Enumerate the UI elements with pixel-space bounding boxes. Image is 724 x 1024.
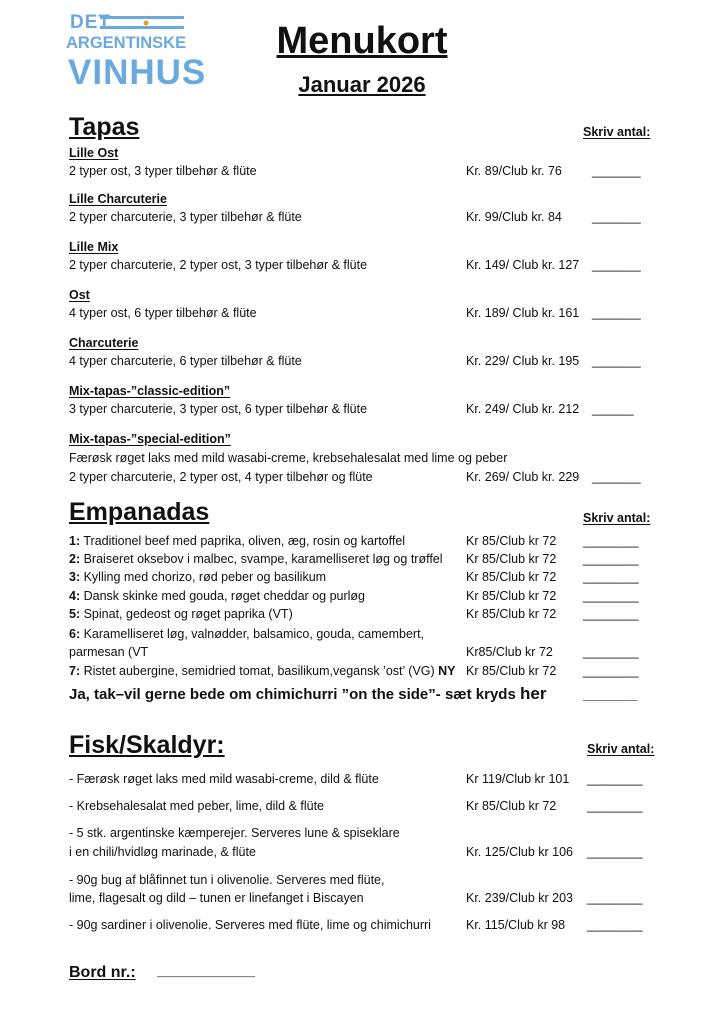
quantity-field[interactable]: ________	[587, 918, 643, 932]
table-number-field[interactable]: ___________	[157, 962, 255, 979]
quantity-field[interactable]: _______	[592, 470, 641, 484]
item-price: Kr 85/Club kr 72	[466, 799, 557, 813]
quantity-field[interactable]: _______	[592, 258, 641, 272]
item-price: Kr85/Club kr 72	[466, 645, 553, 659]
item-price: Kr 85/Club kr 72	[466, 552, 557, 566]
item-description: Karamelliseret løg, valnødder, balsamico, gouda, camembert,	[80, 627, 425, 641]
fisk-count-label: Skriv antal:	[587, 742, 655, 756]
empanada-item	[69, 534, 405, 548]
quantity-field[interactable]: _______	[592, 354, 641, 368]
quantity-field[interactable]: ________	[583, 570, 639, 584]
item-description: 2 typer charcuterie, 2 typer ost, 4 typer tilbehør og flüte	[69, 470, 373, 484]
item-description: 2 typer charcuterie, 2 typer ost, 3 typer tilbehør & flüte	[69, 258, 368, 272]
empanada-item	[69, 589, 365, 603]
item-description: 2 typer ost, 3 typer tilbehør & flüte	[69, 164, 257, 178]
quantity-field[interactable]: ________	[583, 589, 639, 603]
quantity-field[interactable]: ________	[587, 772, 643, 786]
item-price: Kr 85/Club kr 72	[466, 664, 557, 678]
item-description: Spinat, gedeost og røget paprika (VT)	[80, 607, 293, 621]
new-badge: NY	[438, 664, 456, 678]
item-price: Kr 85/Club kr 72	[466, 570, 557, 584]
item-number: 7:	[69, 664, 81, 678]
quantity-field[interactable]: ________	[587, 891, 643, 905]
item-name: Mix-tapas-”special-edition”	[69, 432, 231, 446]
quantity-field[interactable]: ________	[583, 607, 639, 621]
quantity-field[interactable]: _______	[592, 164, 641, 178]
section-heading-tapas: Tapas	[69, 113, 140, 141]
item-name: Lille Mix	[69, 240, 119, 254]
item-description: lime, flagesalt og dild – tunen er linefanget i Biscayen	[69, 891, 364, 905]
section-heading-fisk: Fisk/Skaldyr:	[69, 731, 225, 759]
quantity-field[interactable]: ________	[583, 552, 639, 566]
item-description: Færøsk røget laks med mild wasabi-creme, krebsehalesalat med lime og peber	[69, 451, 508, 465]
item-price: Kr. 239/Club kr 203	[466, 891, 574, 905]
item-description: Braiseret oksebov i malbec, svampe, karamelliseret løg og trøffel	[80, 552, 443, 566]
section-heading-empanadas: Empanadas	[69, 498, 210, 526]
quantity-field[interactable]: ________	[583, 664, 639, 678]
item-description: - 90g sardiner i olivenolie. Serveres med flüte, lime og chimichurri	[69, 918, 431, 932]
item-number: 2:	[69, 552, 81, 566]
item-price: Kr. 115/Club kr 98	[466, 918, 566, 932]
item-description: - Færøsk røget laks med mild wasabi-creme, dild & flüte	[69, 772, 379, 786]
empanada-item	[69, 607, 293, 621]
item-price: Kr 119/Club kr 101	[466, 772, 570, 786]
empanadas-count-label: Skriv antal:	[583, 511, 651, 525]
empanada-item	[69, 552, 443, 566]
item-name: Lille Ost	[69, 146, 119, 160]
quantity-field[interactable]: ________	[583, 534, 639, 548]
page-subtitle: Januar 2026	[298, 72, 426, 97]
item-description: 3 typer charcuterie, 3 typer ost, 6 typer tilbehør & flüte	[69, 402, 368, 416]
empanada-item	[69, 664, 456, 678]
quantity-field[interactable]: _______	[592, 210, 641, 224]
item-price: Kr. 125/Club kr 106	[466, 845, 574, 859]
item-name: Lille Charcuterie	[69, 192, 167, 206]
logo-line-3: VINHUS	[68, 53, 207, 92]
quantity-field[interactable]: _______	[592, 306, 641, 320]
item-description: Dansk skinke med gouda, røget cheddar og purløg	[80, 589, 366, 603]
item-price: Kr. 229/ Club kr. 195	[466, 354, 580, 368]
empanada-item	[69, 627, 424, 641]
chimichurri-text: Ja, tak–vil gerne bede om chimichurri ”on the side”- sæt kryds	[69, 686, 520, 703]
quantity-field[interactable]: ________	[587, 799, 643, 813]
item-price: Kr 85/Club kr 72	[466, 534, 557, 548]
item-number: 6:	[69, 627, 81, 641]
item-price: Kr. 149/ Club kr. 127	[466, 258, 580, 272]
item-description: 2 typer charcuterie, 3 typer tilbehør & flüte	[69, 210, 302, 224]
item-description: Kylling med chorizo, rød peber og basilikum	[80, 570, 327, 584]
item-description-continued: parmesan (VT	[69, 645, 149, 659]
item-description: 4 typer charcuterie, 6 typer tilbehør & flüte	[69, 354, 302, 368]
item-number: 1:	[69, 534, 81, 548]
item-number: 3:	[69, 570, 81, 584]
item-price: Kr. 89/Club kr. 76	[466, 164, 562, 178]
item-price: Kr. 189/ Club kr. 161	[466, 306, 580, 320]
empanada-item	[69, 570, 326, 584]
item-number: 5:	[69, 607, 81, 621]
item-price: Kr. 269/ Club kr. 229	[466, 470, 580, 484]
chimichurri-here: her	[519, 684, 547, 703]
item-name: Ost	[69, 288, 90, 302]
item-price: Kr. 249/ Club kr. 212	[466, 402, 580, 416]
quantity-field[interactable]: ________	[583, 645, 639, 659]
item-price: Kr 85/Club kr 72	[466, 589, 557, 603]
item-description: Ristet aubergine, semidried tomat, basilikum,vegansk ’ost’ (VG)	[80, 664, 439, 678]
page-title: Menukort	[276, 20, 448, 62]
tapas-count-label: Skriv antal:	[583, 125, 651, 139]
item-description: - Krebsehalesalat med peber, lime, dild & flüte	[69, 799, 324, 813]
item-name: Mix-tapas-”classic-edition”	[69, 384, 231, 398]
item-name: Charcuterie	[69, 336, 139, 350]
item-description: 4 typer ost, 6 typer tilbehør & flüte	[69, 306, 257, 320]
item-price: Kr 85/Club kr 72	[466, 607, 557, 621]
item-description: i en chili/hvidløg marinade, & flüte	[69, 845, 256, 859]
chimichurri-option	[69, 684, 546, 704]
chimichurri-checkbox-field[interactable]: _______	[583, 686, 638, 702]
item-description: - 5 stk. argentinske kæmperejer. Serveres lune & spiseklare	[69, 826, 400, 840]
logo-line-1: DET	[70, 12, 111, 33]
item-number: 4:	[69, 589, 81, 603]
quantity-field[interactable]: ______	[592, 402, 634, 416]
table-number-label: Bord nr.:	[69, 964, 136, 981]
item-price: Kr. 99/Club kr. 84	[466, 210, 562, 224]
item-description: Traditionel beef med paprika, oliven, æg, rosin og kartoffel	[80, 534, 406, 548]
logo-line-2: ARGENTINSKE	[66, 34, 187, 52]
quantity-field[interactable]: ________	[587, 845, 643, 859]
item-description: - 90g bug af blåfinnet tun i olivenolie. Serveres med flüte,	[69, 873, 385, 887]
